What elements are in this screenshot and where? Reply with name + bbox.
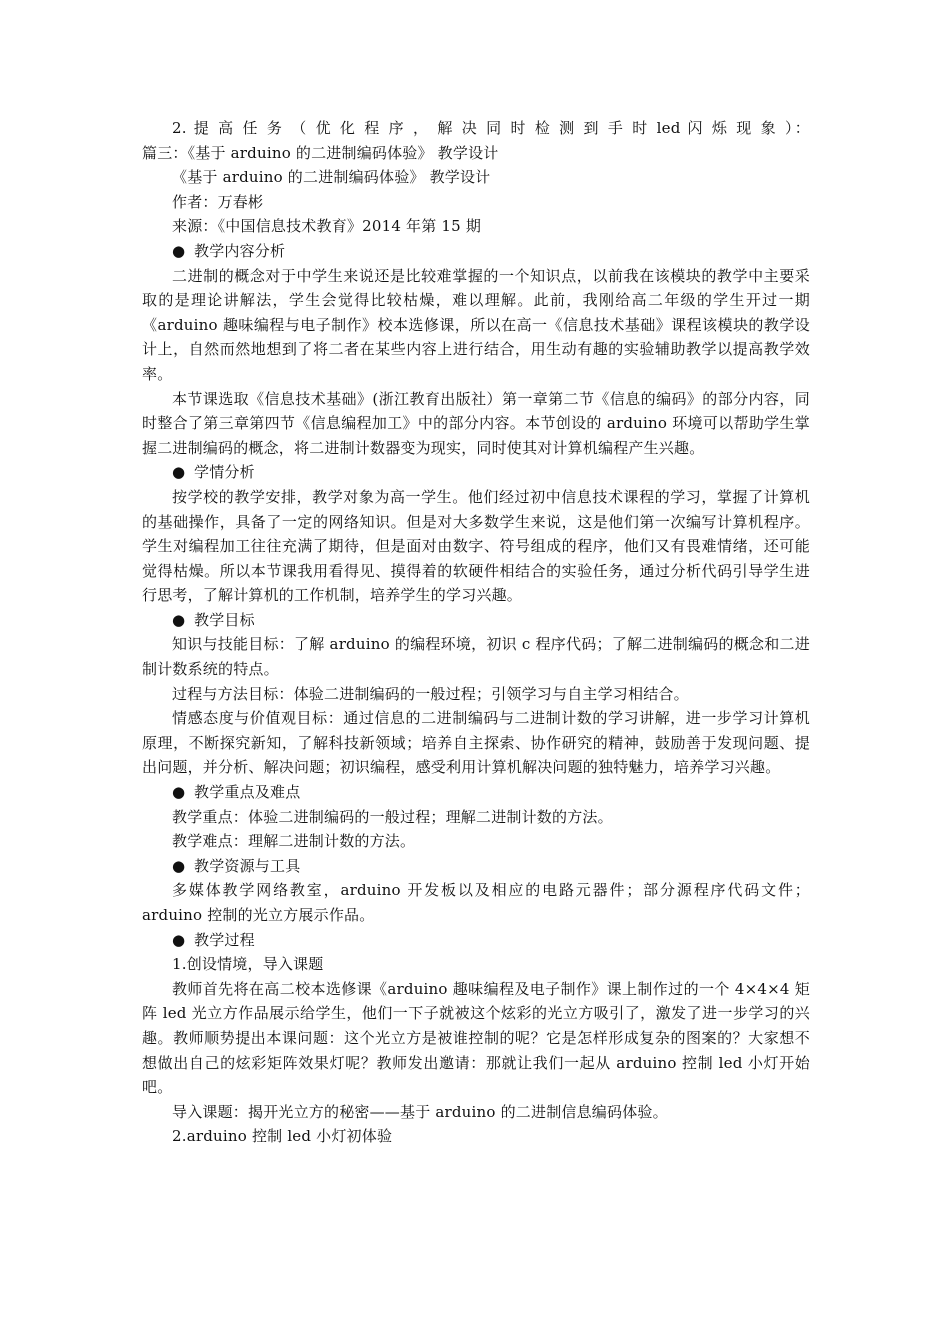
heading-text: 教学目标 <box>194 610 255 629</box>
bullet-icon: ● <box>172 930 186 949</box>
bullet-icon: ● <box>172 610 186 629</box>
heading-text: 教学过程 <box>194 930 255 949</box>
paragraph: 本节课选取《信息技术基础》(浙江教育出版社）第一章第二节《信息的编码》的部分内容，同时整合了第三章第四节《信息编程加工》中的部分内容。本节创设的 arduino 环境可以帮助学生掌握二进制编码的概念，将二进制计数器变为现实，同时使其对计算机编程产生兴趣。 <box>142 389 810 457</box>
section-heading-resources <box>142 854 810 879</box>
heading-text: 教学内容分析 <box>194 241 286 260</box>
bullet-icon: ● <box>172 463 186 482</box>
step-heading: 2.arduino 控制 led 小灯初体验 <box>172 1127 393 1146</box>
section-heading-process <box>142 928 810 953</box>
step-heading: 1.创设情境，导入课题 <box>172 955 324 974</box>
bullet-icon: ● <box>172 856 186 875</box>
paragraph: 按学校的教学安排，教学对象为高一学生。他们经过初中信息技术课程的学习，掌握了计算机的基础操作，具备了一定的网络知识。但是对大多数学生来说，这是他们第一次编写计算机程序。学生对编程加工往往充满了期待，但是面对由数字、符号组成的程序，他们又有畏难情绪，还可能觉得枯燥。所以本节课我用看得见、摸得着的软硬件相结合的实验任务，通过分析代码引导学生进行思考，了解计算机的工作机制，培养学生的学习兴趣。 <box>142 487 810 605</box>
paragraph: 教师首先将在高二校本选修课《arduino 趣味编程及电子制作》课上制作过的一个 4×4×4 矩阵 led 光立方作品展示给学生，他们一下子就被这个炫彩的光立方吸引了，激发了进一步学习的兴趣。教师顺势提出本课问题：这个光立方是被谁控制的呢？它是怎样形成复杂的图案的？大家想不想做出自己的炫彩矩阵效果灯呢？教师发出邀请：那就让我们一起从 arduino 控制 led 小灯开始吧。 <box>142 979 810 1097</box>
paragraph: 知识与技能目标：了解 arduino 的编程环境，初识 c 程序代码；了解二进制编码的概念和二进制计数系统的特点。 <box>142 635 810 679</box>
section-heading-objectives <box>142 608 810 633</box>
bullet-icon: ● <box>172 783 186 802</box>
paragraph: 教学难点：理解二进制计数的方法。 <box>172 832 416 851</box>
paragraph: 过程与方法目标：体验二进制编码的一般过程；引领学习与自主学习相结合。 <box>172 684 689 703</box>
section-heading-student-analysis <box>142 460 810 485</box>
paragraph: 导入课题：揭开光立方的秘密——基于 arduino 的二进制信息编码体验。 <box>172 1102 668 1121</box>
section-heading-key-points <box>142 780 810 805</box>
author-line: 作者：万春彬 <box>172 192 264 211</box>
paragraph: 多媒体教学网络教室，arduino 开发板以及相应的电路元器件；部分源程序代码文件；arduino 控制的光立方展示作品。 <box>142 881 810 924</box>
bullet-icon: ● <box>172 241 186 260</box>
heading-text: 教学重点及难点 <box>194 783 301 802</box>
article-header: 篇三：《基于 arduino 的二进制编码体验》 教学设计 <box>142 143 499 162</box>
paragraph: 教学重点：体验二进制编码的一般过程；理解二进制计数的方法。 <box>172 807 613 826</box>
paragraph: 情感态度与价值观目标：通过信息的二进制编码与二进制计数的学习讲解，进一步学习计算机原理，不断探究新知，了解科技新领域；培养自主探索、协作研究的精神，鼓励善于发现问题、提出问题，并分析、解决问题；初识编程，感受利用计算机解决问题的独特魅力，培养学习兴趣。 <box>142 709 810 777</box>
article-title: 《基于 arduino 的二进制编码体验》 教学设计 <box>172 168 491 187</box>
source-line: 来源：《中国信息技术教育》2014 年第 15 期 <box>172 217 482 236</box>
section-heading-content-analysis <box>142 239 810 264</box>
document-body <box>142 116 810 1149</box>
heading-text: 学情分析 <box>194 463 255 482</box>
heading-text: 教学资源与工具 <box>194 856 301 875</box>
task-line: 2. 提 高 任 务 （ 优 化 程 序 ， 解 决 同 时 检 测 到 手 时 led 闪 烁 现 象 ）： <box>172 119 810 137</box>
paragraph: 二进制的概念对于中学生来说还是比较难掌握的一个知识点，以前我在该模块的教学中主要采取的是理论讲解法，学生会觉得比较枯燥，难以理解。此前，我刚给高二年级的学生开过一期《arduino 趣味编程与电子制作》校本选修课，所以在高一《信息技术基础》课程该模块的教学设计上，自然而然地想到了将二者在某些内容上进行结合，用生动有趣的实验辅助教学以提高教学效率。 <box>142 266 810 383</box>
